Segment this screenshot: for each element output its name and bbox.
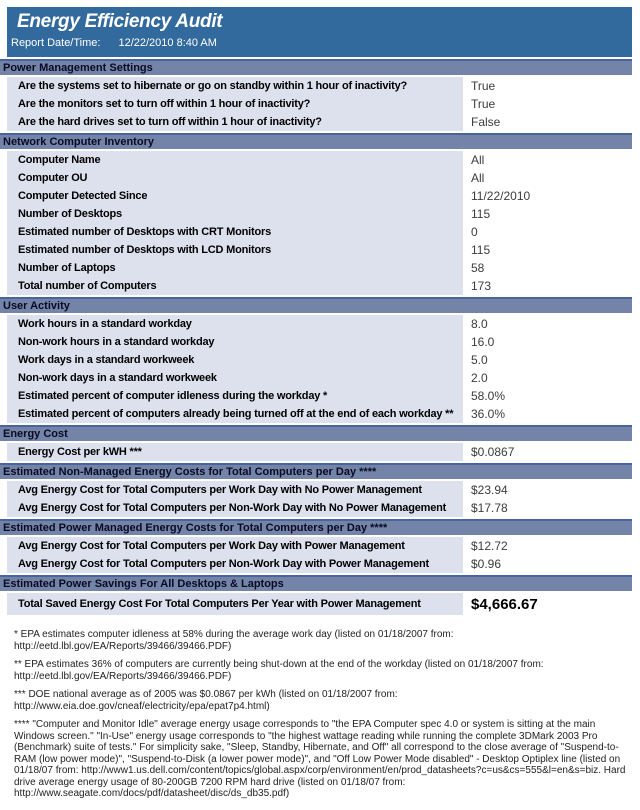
row-label: Avg Energy Cost for Total Computers per Non-Work Day with No Power Management [7, 499, 463, 517]
row-value: 58.0% [471, 389, 506, 403]
section-rows [7, 481, 632, 517]
footnote: **** "Computer and Monitor Idle" average energy usage corresponds to "the EPA Computer spec 4.0 or system is sitting at the main Windows screen." "In-Use" energy usage corresponds to "the highest wattage reading while running the complete 3DMark 2003 Pro (Benchmark) suite of tests." For simplicity sake, "Sleep, Standby, Hibernate, and Off" all correspond to the close average of "Suspend-to-RAM (low power mode)", "Suspend-to-Disk (a lower power mode)", and "Off Low Power Mode disabled" - Desktop Optiplex line (listed on 01/18/07 from: http://www1.us.dell.com/content/topics/global.aspx/corp/environment/en/prod_datasheets?c=us&cs=555&l=en&s=biz. Hard drive average energy usage of 80-200GB 7200 RPM hard drive (listed on 01/18/07 from: http://www.seagate.com/docs/pdf/datasheet/disc/ds_db35.pdf) [14, 719, 626, 799]
section-header-estimated-power-managed-energy-costs-for-t: Estimated Power Managed Energy Costs for Total Computers per Day **** [0, 519, 632, 535]
section-header-estimated-power-savings-for-all-desktops-l: Estimated Power Savings For All Desktops & Laptops [0, 575, 632, 591]
row-value: 115 [471, 207, 491, 221]
row-label: Non-work days in a standard workweek [7, 369, 463, 387]
row-value: $17.78 [471, 501, 508, 515]
row-value: True [471, 79, 496, 93]
table-row [7, 187, 632, 205]
row-label: Computer OU [7, 169, 463, 187]
table-row [7, 169, 632, 187]
row-label: Estimated number of Desktops with CRT Monitors [7, 223, 463, 241]
section-rows [7, 593, 632, 615]
row-label: Total number of Computers [7, 277, 463, 295]
report-date-row [7, 33, 632, 49]
footnote: *** DOE national average as of 2005 was $0.0867 per kWh (listed on 01/18/2007 from: http://www.eia.doe.gov/cneaf/electricity/epa/epat7p4.html) [14, 689, 398, 712]
row-label: Estimated percent of computer idleness during the workday * [7, 387, 463, 405]
row-label: Work days in a standard workweek [7, 351, 463, 369]
table-row [7, 555, 632, 573]
row-value: $4,666.67 [471, 595, 538, 613]
table-row [7, 443, 632, 461]
table-row [7, 537, 632, 555]
table-row [7, 151, 632, 169]
row-value: All [471, 171, 485, 185]
section-header-estimated-non-managed-energy-costs-for-tot: Estimated Non-Managed Energy Costs for Total Computers per Day **** [0, 463, 632, 479]
row-label: Estimated number of Desktops with LCD Monitors [7, 241, 463, 259]
row-value: 115 [471, 243, 491, 257]
section-rows [7, 77, 632, 131]
row-label: Estimated percent of computers already being turned off at the end of each workday ** [7, 405, 463, 423]
row-value: $0.0867 [471, 445, 515, 459]
row-label: Are the hard drives set to turn off within 1 hour of inactivity? [7, 113, 463, 131]
report-title: Energy Efficiency Audit [17, 11, 223, 32]
report-date-label: Report Date/Time: [11, 37, 101, 49]
row-label: Energy Cost per kWH *** [7, 443, 463, 461]
table-row [7, 95, 632, 113]
row-value: 36.0% [471, 407, 506, 421]
section-header-user-activity: User Activity [0, 297, 632, 313]
table-row [7, 499, 632, 517]
row-value: $12.72 [471, 539, 508, 553]
table-row [7, 369, 632, 387]
row-label: Work hours in a standard workday [7, 315, 463, 333]
table-row [7, 113, 632, 131]
table-row [7, 259, 632, 277]
table-row [7, 593, 632, 615]
row-value: 2.0 [471, 371, 488, 385]
row-label: Number of Desktops [7, 205, 463, 223]
table-row [7, 333, 632, 351]
row-label: Avg Energy Cost for Total Computers per Non-Work Day with Power Management [7, 555, 463, 573]
section-rows [7, 315, 632, 423]
row-label: Are the monitors set to turn off within 1 hour of inactivity? [7, 95, 463, 113]
row-value: 0 [471, 225, 478, 239]
row-value: All [471, 153, 485, 167]
row-value: 16.0 [471, 335, 495, 349]
table-row [7, 205, 632, 223]
row-value: 8.0 [471, 317, 488, 331]
section-header-energy-cost: Energy Cost [0, 425, 632, 441]
row-value: False [471, 115, 501, 129]
footnotes [14, 629, 626, 800]
table-row [7, 481, 632, 499]
row-value: 11/22/2010 [471, 189, 531, 203]
table-row [7, 223, 632, 241]
section-rows [7, 443, 632, 461]
row-label: Computer Detected Since [7, 187, 463, 205]
table-row [7, 351, 632, 369]
report-date-value: 12/22/2010 8:40 AM [118, 37, 217, 49]
row-value: True [471, 97, 496, 111]
report-header [7, 7, 632, 57]
section-rows [7, 537, 632, 573]
table-row [7, 405, 632, 423]
footnote: * EPA estimates computer idleness at 58% during the average work day (listed on 01/18/2007 from: http://eetd.lbl.gov/EA/Reports/39466/39466.PDF) [14, 629, 454, 652]
row-label: Avg Energy Cost for Total Computers per Work Day with Power Management [7, 537, 463, 555]
row-label: Computer Name [7, 151, 463, 169]
section-header-network-computer-inventory: Network Computer Inventory [0, 133, 632, 149]
table-row [7, 77, 632, 95]
table-row [7, 241, 632, 259]
table-row [7, 277, 632, 295]
footnote: ** EPA estimates 36% of computers are currently being shut-down at the end of the workday (listed on 01/18/2007 from: http://eetd.lbl.gov/EA/Reports/39466/39466.PDF) [14, 659, 544, 682]
row-label: Total Saved Energy Cost For Total Computers Per Year with Power Management [7, 593, 463, 615]
row-value: 173 [471, 279, 492, 293]
row-label: Are the systems set to hibernate or go on standby within 1 hour of inactivity? [7, 77, 463, 95]
section-rows [7, 151, 632, 295]
section-header-power-management-settings: Power Management Settings [0, 59, 632, 75]
row-value: 5.0 [471, 353, 488, 367]
row-value: $0.96 [471, 557, 502, 571]
table-row [7, 315, 632, 333]
table-row [7, 387, 632, 405]
row-value: 58 [471, 261, 485, 275]
row-label: Non-work hours in a standard workday [7, 333, 463, 351]
row-label: Number of Laptops [7, 259, 463, 277]
report-body [0, 59, 640, 615]
row-value: $23.94 [471, 483, 508, 497]
row-label: Avg Energy Cost for Total Computers per Work Day with No Power Management [7, 481, 463, 499]
